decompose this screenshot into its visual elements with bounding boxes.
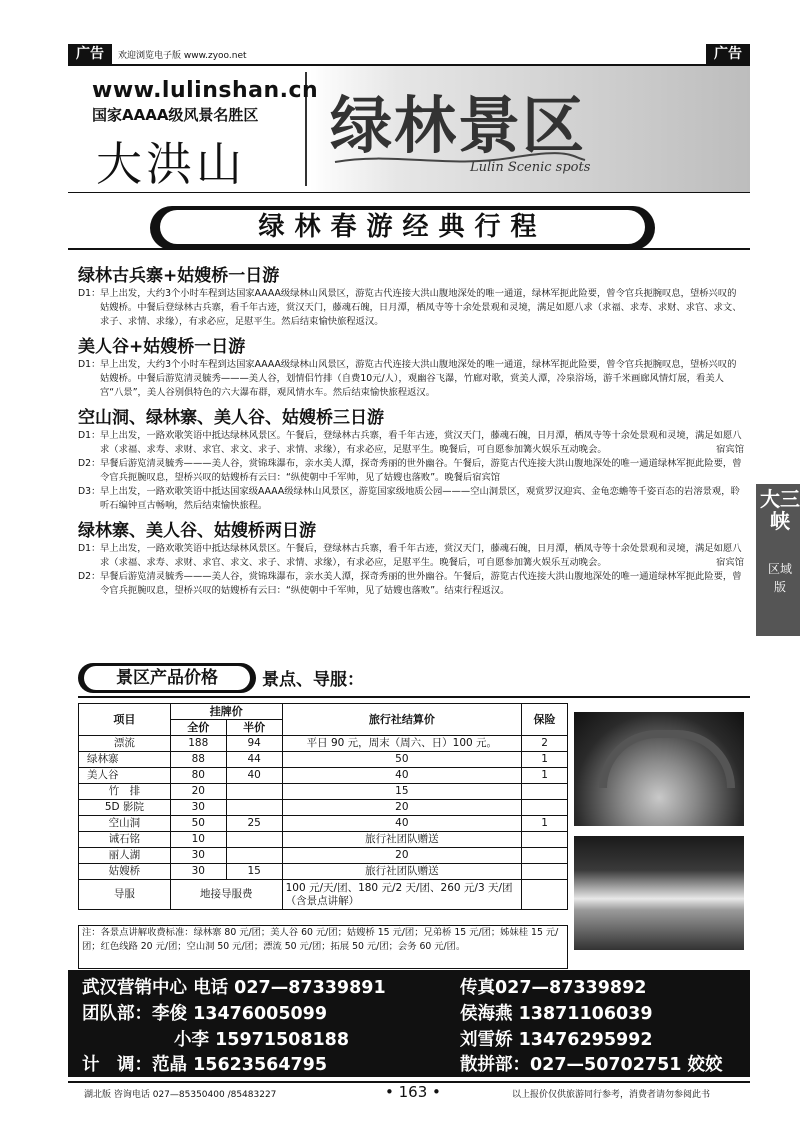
route-title: 绿林古兵寨+姑嫂桥一日游 (78, 266, 280, 286)
table-row: 姑嫂桥 30 15 旅行社团队赠送 (79, 864, 568, 880)
route-day: D1： 早上出发，一路欢歌笑语中抵达绿林风景区。午餐后，登绿林古兵寨，看千年古迹，赏汉天门，藤魂石魄，日月潭，栖凤寺等十余处景观和灵境，满足如愿八求（求福、求寿、求财、求官、求文、求子、求情、求缘），有求必应，足慰平生。晚餐后，可自愿参加篝火娱乐互动晚会。 宿宾馆 (78, 543, 744, 568)
table-row: 漂流 188 94 平日 90 元，周末（周六、日）100 元。 2 (79, 736, 568, 752)
price-title: 景区产品价格 (84, 666, 250, 690)
photo-waterfall (574, 836, 744, 950)
route-3 (78, 403, 744, 513)
col-item: 项目 (79, 704, 171, 736)
col-list-price: 挂牌价 (170, 704, 282, 720)
route-day: D1： 早上出发，大约3个小时车程到达国家AAAA级绿林山风景区，游览古代连接大洪山腹地深处的唯一通道，绿林军扼此险要，曾令官兵扼腕叹息，望桥兴叹的姑嫂桥。中餐后登绿林古兵寨，看千年古迹，赏汉天门，藤魂石魄，日月潭，栖凤寺等十余处景观和灵境，满足如愿八求（求福、求寿、求财、求官、求文、求子、求情、求缘），有求必应，足慰平生。然后结束愉快旅程返汉。 (78, 288, 742, 327)
welcome-text: 欢迎浏览电子版 www.zyoo.net (118, 51, 247, 61)
contact-row: 散拼部：027—50702751 姣姣 (460, 1055, 723, 1075)
route-title: 美人谷+姑嫂桥一日游 (78, 337, 246, 357)
scenic-title: 绿林景区 (330, 89, 587, 162)
col-half: 半价 (226, 720, 282, 736)
contact-block (68, 970, 750, 1077)
scenic-grade: 国家AAAA级风景名胜区 (92, 106, 259, 124)
footer-right: 以上报价仅供旅游同行参考，消费者请勿参阅此书 (512, 1090, 711, 1100)
contact-row: 小李 15971508188 (174, 1030, 350, 1050)
price-rule (78, 696, 750, 698)
contact-row: 传真027—87339892 (460, 978, 647, 998)
col-insurance: 保险 (522, 704, 568, 736)
scenic-subtitle: Lulin Scenic spots (470, 160, 591, 175)
contact-row: 武汉营销中心 电话 027—87339891 (82, 978, 386, 998)
edition-label: 区域版 (767, 562, 792, 594)
table-row: 绿林寨 88 44 50 1 (79, 752, 568, 768)
edition-name: 大三峡 (760, 487, 800, 533)
website-url: www.lulinshan.cn (92, 78, 319, 103)
ad-tag-left: 广告 (68, 44, 112, 64)
route-title: 绿林寨、美人谷、姑嫂桥两日游 (78, 521, 316, 541)
route-2 (78, 332, 744, 400)
ad-tag-right: 广告 (706, 44, 750, 64)
price-subtitle: 景点、导服： (262, 670, 364, 690)
table-row: 空山洞 50 25 40 1 (79, 816, 568, 832)
routes (78, 258, 744, 598)
table-row: 丽人湖 30 20 (79, 848, 568, 864)
contact-row: 刘雪娇 13476295992 (460, 1030, 653, 1050)
route-4 (78, 516, 744, 598)
table-row: 竹 排 20 15 (79, 784, 568, 800)
table-row: 5D 影院 30 20 (79, 800, 568, 816)
route-day: D2： 早餐后游览清灵毓秀———美人谷，赏锦珠瀑布，亲水美人潭，探奇秀丽的世外幽谷。午餐后，游览古代连接大洪山腹地深处的唯一通道绿林军扼此险要，曾令官兵扼腕叹息，望桥兴叹的姑嫂桥有云曰：“纵使朝中千军帅，见了姑嫂也落败”。晚餐后宿宾馆 (78, 458, 742, 483)
price-table (78, 703, 568, 910)
table-row: 诫石铭 10 旅行社团队赠送 (79, 832, 568, 848)
route-title: 空山洞、绿林寨、美人谷、姑嫂桥三日游 (78, 408, 384, 428)
price-note: 注：各景点讲解收费标准：绿林寨 80 元/团；美人谷 60 元/团；姑嫂桥 15 元/团；兄弟桥 15 元/团；姊妹桂 15 元/团；红色线路 20 元/团；空山洞 50 元/团；漂流 50 元/团；拓展 50 元/团；会务 60 元/团。 (78, 925, 568, 969)
contact-row: 团队部：李俊 13476005099 (82, 1004, 328, 1024)
col-agency: 旅行社结算价 (282, 704, 521, 736)
swirl-ornament (330, 150, 590, 170)
mountain-name: 大洪山 (96, 137, 246, 191)
table-row: 美人谷 80 40 40 1 (79, 768, 568, 784)
route-day: D3： 早上出发，一路欢歌笑语中抵达国家级AAAA级绿林山风景区，游览国家级地质公园———空山洞景区，观赏罗汉迎宾、金龟恋蟾等千姿百态的岩溶景观，聆听石编钟亘古畅响，然后结束愉快旅程。 (78, 486, 740, 511)
page-number: • 163 • (385, 1083, 441, 1101)
route-1 (78, 261, 744, 329)
contact-row: 侯海燕 13871106039 (460, 1004, 653, 1024)
route-day: D1： 早上出发，一路欢歌笑语中抵达绿林风景区。午餐后，登绿林古兵寨，看千年古迹，赏汉天门，藤魂石魄，日月潭，栖凤寺等十余处景观和灵境，满足如愿八求（求福、求寿、求财、求官、求文、求子、求情、求缘），有求必应，足慰平生。晚餐后，可自愿参加篝火娱乐互动晚会。 宿宾馆 (78, 430, 744, 455)
route-day: D1： 早上出发，大约3个小时车程到达国家AAAA级绿林山风景区，游览古代连接大洪山腹地深处的唯一通道，绿林军扼此险要，曾令官兵扼腕叹息，望桥兴叹的姑嫂桥。中餐后游览清灵毓秀———美人谷，划情侣竹排（自费10元/人），观幽谷飞瀑，竹廊对歌，赏美人潭，冷泉浴场，游千米画廊风情灯展，看美人宫“八景”，美人谷别俱特色的六大瀑布群，观风情水车。然后结束愉快旅程返汉。 (78, 359, 737, 398)
contact-row: 计 调：范晶 15623564795 (82, 1055, 328, 1075)
photo-bridge (574, 712, 744, 826)
footer-left: 湖北版 咨询电话 027—85350400 /85483227 (84, 1090, 277, 1100)
route-day: D2： 早餐后游览清灵毓秀———美人谷，赏锦珠瀑布，亲水美人潭，探奇秀丽的世外幽谷。午餐后，游览古代连接大洪山腹地深处的唯一通道绿林军扼此险要，曾令官兵扼腕叹息，望桥兴叹的姑嫂桥有云曰：“纵使朝中千军帅，见了姑嫂也落败”。结束行程返汉。 (78, 571, 742, 596)
table-row: 导服 地接导服费 100 元/天/团、180 元/2 天/团、260 元/3 天/团（含景点讲解） (79, 880, 568, 910)
col-full: 全价 (170, 720, 226, 736)
banner-title: 绿林春游经典行程 (160, 210, 645, 244)
table-header (79, 704, 568, 720)
